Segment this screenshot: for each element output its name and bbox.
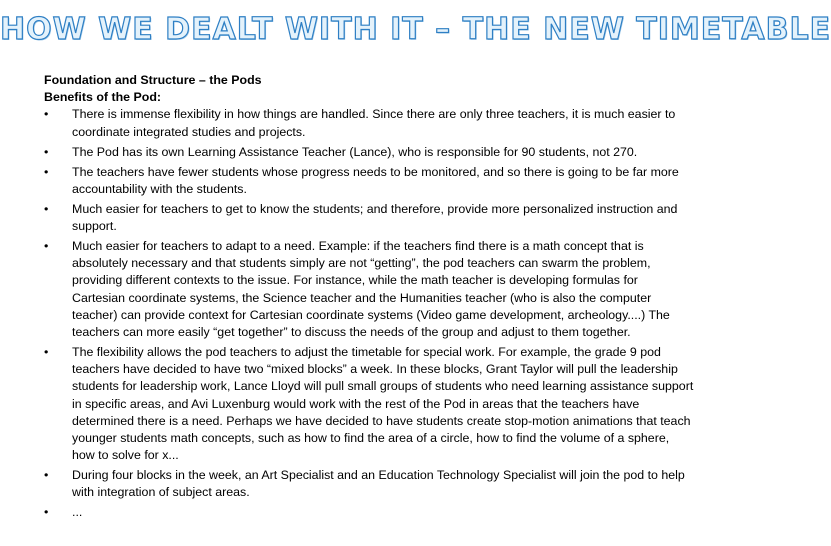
bullet-item: [44, 144, 694, 161]
bullet-text: ...: [72, 505, 83, 520]
bullet-text: The flexibility allows the pod teachers to adjust the timetable for special work. For example, the grade 9 pod teachers have decided to have two “mixed blocks” a week. In these blocks, Grant Taylor will pull the leadership students for leadership work, Lance Lloyd will pull small groups of students who need learning assistance support in specific areas, and Avi Luxenburg would work with the rest of the Pod in areas that the teachers have determined there is a need. Perhaps we have decided to have students create stop-motion animations that teach younger students math concepts, such as how to find the area of a circle, how to find the volume of a sphere, how to solve for x...: [72, 345, 694, 463]
bullet-item: [44, 238, 694, 341]
bullet-icon: •: [44, 107, 49, 122]
bullet-item: [44, 344, 694, 464]
benefits-list: [44, 106, 694, 521]
slide-body: [44, 72, 694, 524]
slide-title: HOW WE DEALT WITH IT – THE NEW TIMETABLE: [0, 12, 831, 47]
bullet-icon: •: [44, 201, 49, 216]
section-heading: Foundation and Structure – the Pods: [44, 73, 262, 87]
bullet-icon: •: [44, 468, 49, 483]
benefits-subheading: Benefits of the Pod:: [44, 90, 162, 105]
bullet-item: [44, 504, 694, 521]
bullet-icon: •: [44, 239, 49, 254]
bullet-text: The Pod has its own Learning Assistance Teacher (Lance), who is responsible for 90 students, not 270.: [72, 144, 638, 159]
bullet-text: There is immense flexibility in how things are handled. Since there are only three teachers, it is much easier to coordinate integrated studies and projects.: [72, 107, 676, 139]
bullet-item: [44, 164, 694, 198]
bullet-item: [44, 467, 694, 501]
bullet-text: During four blocks in the week, an Art Specialist and an Education Technology Specialist will join the pod to help with integration of subject areas.: [72, 468, 685, 500]
bullet-icon: •: [44, 144, 49, 159]
bullet-item: [44, 106, 694, 140]
bullet-text: Much easier for teachers to adapt to a need. Example: if the teachers find there is a math concept that is absolutely necessary and that students simply are not “getting”, the pod teachers can swarm the problem, providing different contexts to the issue. For instance, while the math teacher is developing formulas for Cartesian coordinate systems, the Science teacher and the Humanities teacher (who is also the computer teacher) can provide context for Cartesian coordinate systems (Video game development, archeology....) The teachers can more easily “get together” to discuss the needs of the group and adjust to them together.: [72, 239, 670, 340]
bullet-item: [44, 201, 694, 235]
bullet-icon: •: [44, 505, 49, 520]
bullet-text: The teachers have fewer students whose progress needs to be monitored, and so there is going to be far more accountability with the students.: [72, 164, 679, 196]
bullet-icon: •: [44, 164, 49, 179]
bullet-text: Much easier for teachers to get to know the students; and therefore, provide more personalized instruction and support.: [72, 201, 678, 234]
bullet-icon: •: [44, 345, 49, 360]
